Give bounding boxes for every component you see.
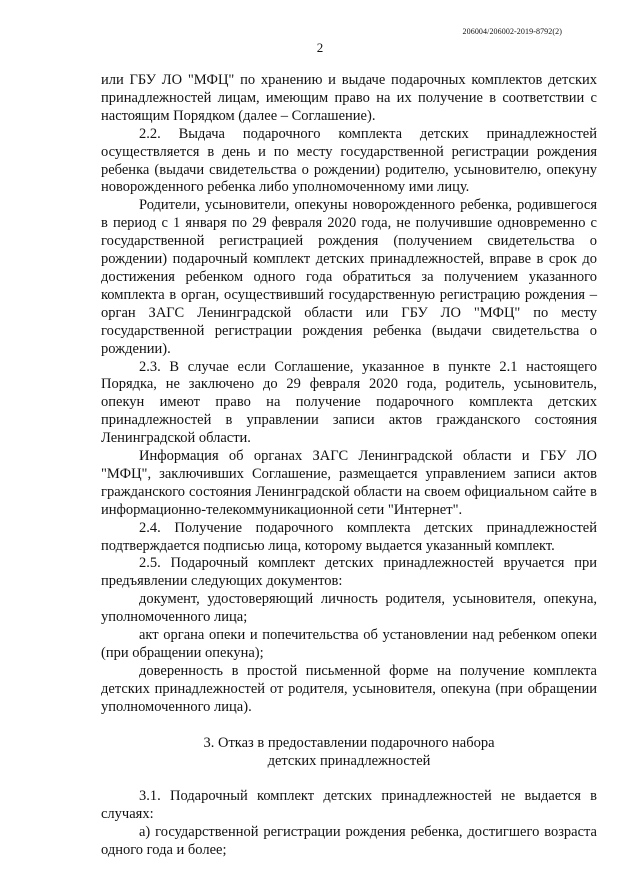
paragraph-continuation: или ГБУ ЛО "МФЦ" по хранению и выдаче подарочных комплектов детских принадлежностей лицам, имеющим право на их получение в соответствии с настоящим Порядком (далее – Соглашение). — [101, 72, 597, 124]
list-item-identity-document: документ, удостоверяющий личность родителя, усыновителя, опекуна, уполномоченного лица; — [101, 591, 597, 626]
section-heading-line-1: 3. Отказ в предоставлении подарочного набора — [203, 734, 495, 751]
paragraph-2-3: 2.3. В случае если Соглашение, указанное в пункте 2.1 настоящего Порядка, не заключено до 29 февраля 2020 года, родитель, усыновитель, опекун имеют право на получение подарочного комплекта детских принадлежностей в управлении записи актов гражданского состояния Ленинградской области. — [101, 358, 597, 447]
paragraph-3-1: 3.1. Подарочный комплект детских принадлежностей не выдается в случаях: — [101, 788, 597, 823]
paragraph-2-2: 2.2. Выдача подарочного комплекта детских принадлежностей осуществляется в день и по месту государственной регистрации рождения ребенка (выдачи свидетельства о рождении) родителю, усыновителю, опекуну новорожденного ребенка либо уполномоченному ими лицу. — [101, 125, 597, 196]
list-item-guardianship-act: акт органа опеки и попечительства об установлении над ребенком опеки (при обращении опекуна); — [101, 627, 597, 661]
document-body — [101, 72, 597, 860]
paragraph-parents-right: Родители, усыновители, опекуны новорожденного ребенка, родившегося в период с 1 января по 29 февраля 2020 года, не получившие одновременно с государственной регистрацией рождения (получением свидетельства о рождении) подарочный комплект детских принадлежностей, вправе в срок до достижения ребенком одного года обратиться за получением указанного комплекта в орган, осуществивший государственную регистрацию рождения – орган ЗАГС Ленинградской области или ГБУ ЛО "МФЦ" по месту государственной регистрации рождения ребенка (выдачи свидетельства о рождении). — [101, 197, 597, 357]
list-item-power-of-attorney: доверенность в простой письменной форме на получение комплекта детских принадлежностей от родителя, усыновителя, опекуна (при обращении уполномоченного лица). — [101, 662, 597, 715]
list-item-a: а) государственной регистрации рождения ребенка, достигшего возраста одного года и более; — [101, 824, 597, 859]
page-number: 2 — [316, 40, 324, 55]
section-heading-line-2: детских принадлежностей — [267, 752, 431, 769]
paragraph-2-5: 2.5. Подарочный комплект детских принадлежностей вручается при предъявлении следующих документов: — [101, 555, 597, 590]
paragraph-2-4: 2.4. Получение подарочного комплекта детских принадлежностей подтверждается подписью лица, которому выдается указанный комплект. — [101, 519, 597, 554]
paragraph-zags-info: Информация об органах ЗАГС Ленинградской области и ГБУ ЛО "МФЦ", заключивших Соглашение, размещается управлением записи актов гражданского состояния Ленинградской области на своем официальном сайте в информационно-телекоммуникационной сети "Интернет". — [101, 448, 597, 518]
section-3-heading — [101, 735, 597, 771]
document-id: 206004/206002-2019-8792(2) — [462, 27, 562, 36]
